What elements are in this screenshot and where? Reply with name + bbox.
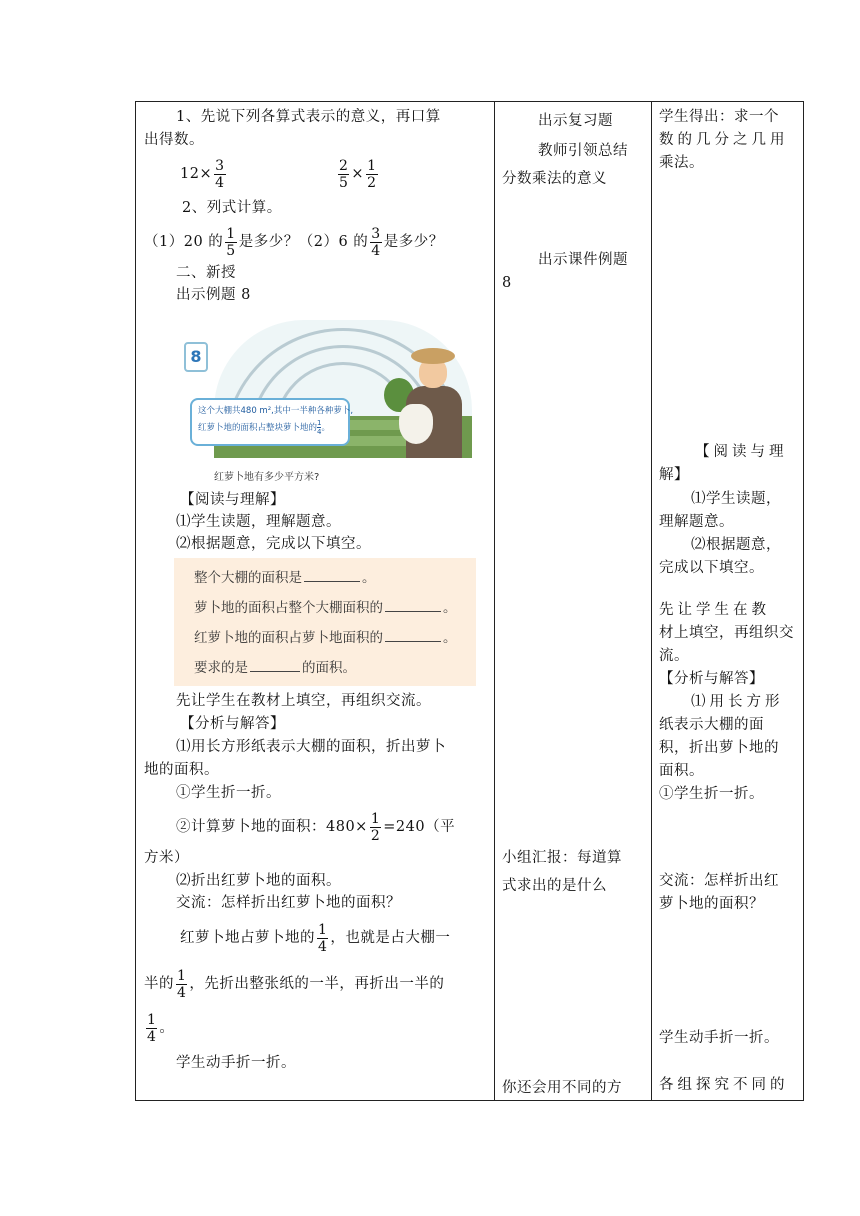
read-understand-heading: 【阅读与理解】	[180, 492, 285, 508]
read-step-1: ⑴学生读题，理解题意。	[176, 514, 341, 530]
analysis-calc-unit: 方米）	[144, 850, 189, 866]
fraction: $\frac{2}{5}$	[339, 157, 349, 191]
teacher-note-2: 教师引领总结	[538, 143, 628, 159]
fraction: $\frac{1}{4}$	[177, 967, 187, 1001]
student-note-1: 学生得出：求一个	[659, 109, 779, 125]
student-note-12: 流。	[659, 648, 689, 664]
student-note-21: 学生动手折一折。	[659, 1030, 779, 1046]
section-new-lesson: 二、新授	[176, 265, 236, 281]
fraction: $\frac{1}{4}$	[318, 921, 328, 955]
expression-2: $\frac{2}{5}$ × $\frac{1}{2}$	[339, 157, 377, 191]
teacher-note-6: 小组汇报：每道算	[502, 850, 622, 866]
analysis-calc: ②计算萝卜地的面积：480× $\frac{1}{2}$ =240（平	[176, 810, 456, 844]
student-note-15: 纸表示大棚的面	[659, 717, 764, 733]
student-column	[651, 102, 805, 1100]
exchange-instruction: 先让学生在教材上填空，再组织交流。	[176, 693, 431, 709]
review-item-2: 2、列式计算。	[182, 200, 282, 216]
fill-line-2: 萝卜地的面积占整个大棚面积的 。	[194, 600, 457, 616]
analysis-reason-1: 红萝卜地占萝卜地的 $\frac{1}{4}$ ，也就是占大棚一	[180, 921, 451, 955]
fill-line-1: 整个大棚的面积是 。	[194, 570, 376, 586]
read-step-2: ⑵根据题意，完成以下填空。	[176, 536, 371, 552]
fraction: $\frac{3}{4}$	[371, 225, 381, 259]
teacher-note-8: 你还会用不同的方	[502, 1080, 622, 1096]
student-note-10: 先让学生在教	[659, 602, 770, 618]
fraction: $\frac{1}{4}$	[147, 1011, 157, 1045]
student-note-14: ⑴用长方形	[691, 694, 784, 710]
show-example-8: 出示例题 8	[176, 287, 251, 303]
student-note-11: 材上填空，再组织交	[659, 625, 794, 641]
content-column	[136, 102, 494, 1100]
teacher-note-7: 式求出的是什么	[502, 878, 607, 894]
teacher-note-3: 分数乘法的意义	[502, 171, 607, 187]
fill-in-box	[174, 558, 476, 686]
teacher-note-4: 出示课件例题	[538, 252, 628, 268]
student-note-20: 萝卜地的面积？	[659, 896, 764, 912]
analysis-step-2: ⑵折出红萝卜地的面积。	[176, 873, 341, 889]
student-note-4: 【阅读与理	[695, 444, 788, 460]
teacher-note-5: 8	[502, 275, 512, 291]
example-8-illustration	[176, 320, 473, 485]
student-note-22: 各组探究不同的	[659, 1077, 789, 1093]
teacher-column	[494, 102, 651, 1100]
student-note-19: 交流：怎样折出红	[659, 873, 779, 889]
analysis-step-1: ⑴用长方形纸表示大棚的面积，折出萝卜	[176, 739, 446, 755]
radish-icon	[399, 404, 433, 444]
student-note-16: 积，折出萝卜地的	[659, 740, 779, 756]
example-number-badge: 8	[184, 342, 208, 372]
fraction: $\frac{1}{5}$	[226, 225, 236, 259]
fill-line-4: 要求的是 的面积。	[194, 660, 356, 676]
hands-on-fold: 学生动手折一折。	[176, 1055, 296, 1071]
illustration-caption: 红萝卜地有多少平方米?	[214, 472, 320, 483]
analysis-fold-1: ①学生折一折。	[176, 785, 281, 801]
student-note-13: 【分析与解答】	[659, 671, 764, 687]
student-note-8: ⑵根据题意，	[691, 537, 781, 553]
analysis-step-1-cont: 地的面积。	[144, 762, 219, 778]
expression-1: 12× $\frac{3}{4}$	[180, 157, 225, 191]
student-note-3: 乘法。	[659, 155, 704, 171]
student-note-17: 面积。	[659, 763, 704, 779]
review-item-1: 1、先说下列各算式表示的意义，再口算	[176, 109, 441, 125]
student-note-18: ①学生折一折。	[659, 786, 764, 802]
analysis-reason-2: 半的 $\frac{1}{4}$ ，先折出整张纸的一半，再折出一半的	[144, 967, 445, 1001]
analysis-heading: 【分析与解答】	[180, 716, 285, 732]
analysis-reason-3: $\frac{1}{4}$ 。	[147, 1011, 175, 1045]
student-note-6: ⑴学生读题，	[691, 491, 781, 507]
lesson-table	[135, 101, 804, 1101]
analysis-question: 交流：怎样折出红萝卜地的面积？	[176, 895, 401, 911]
student-note-5: 解】	[659, 467, 689, 483]
calc-questions: （1）20 的 $\frac{1}{5}$ 是多少？（2）6 的 $\frac{3}{4}$ 是多少？	[144, 225, 444, 259]
student-note-9: 完成以下填空。	[659, 560, 764, 576]
student-note-7: 理解题意。	[659, 514, 734, 530]
review-item-1-cont: 出得数。	[144, 132, 204, 148]
student-note-2: 数的几分之几用	[659, 132, 789, 148]
teacher-note-1: 出示复习题	[538, 113, 613, 129]
fraction: $\frac{1}{2}$	[367, 157, 377, 191]
fill-line-3: 红萝卜地的面积占萝卜地面积的 。	[194, 630, 457, 646]
fraction: $\frac{1}{2}$	[370, 810, 381, 844]
speech-bubble: 这个大棚共480 m²,其中一半种各种萝卜, 红萝卜地的面积占整块萝卜地的 $\frac{1}{4}$ 。	[190, 398, 350, 446]
fraction: $\frac{3}{4}$	[215, 157, 225, 191]
